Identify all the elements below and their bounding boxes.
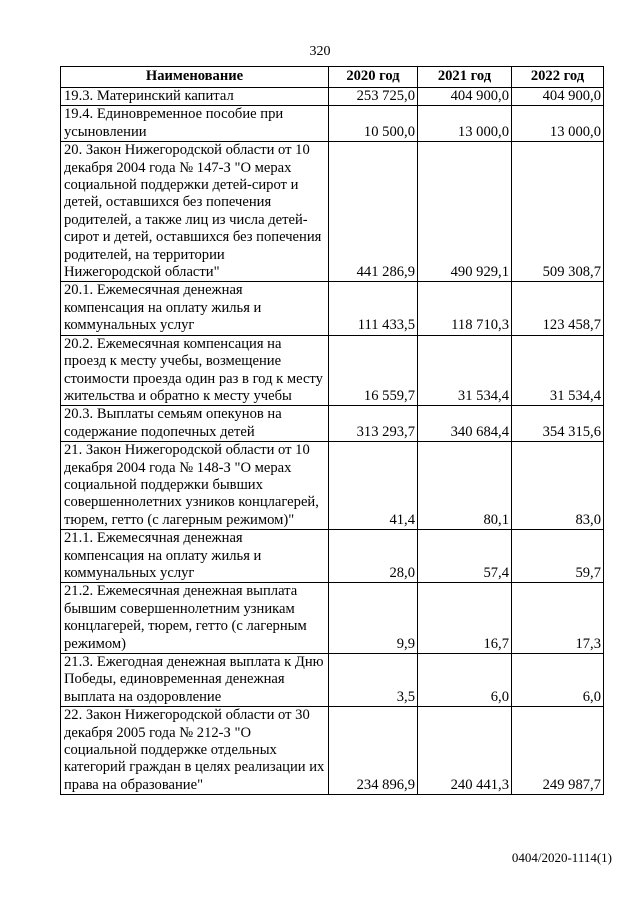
row-value-2020: 10 500,0 bbox=[329, 106, 418, 142]
row-value-2022: 13 000,0 bbox=[512, 106, 604, 142]
row-name: 21.3. Ежегодная денежная выплата к Дню Победы, единовременная денежная выплата на оздоровление bbox=[61, 654, 329, 707]
table-row bbox=[61, 142, 604, 282]
row-name: 19.3. Материнский капитал bbox=[61, 88, 329, 106]
row-value-2022: 59,7 bbox=[512, 530, 604, 583]
row-name: 21.2. Ежемесячная денежная выплата бывшим совершеннолетним узникам концлагерей, тюрем, гетто (с лагерным режимом) bbox=[61, 583, 329, 654]
table-row bbox=[61, 442, 604, 530]
table-header-row bbox=[61, 67, 604, 88]
row-value-2020: 3,5 bbox=[329, 654, 418, 707]
row-name: 21. Закон Нижегородской области от 10 декабря 2004 года № 148-З "О мерах социальной поддержки бывших совершеннолетних узников концлагерей, тюрем, гетто (с лагерным режимом)" bbox=[61, 442, 329, 530]
table-row bbox=[61, 654, 604, 707]
row-value-2021: 80,1 bbox=[418, 442, 512, 530]
row-value-2021: 6,0 bbox=[418, 654, 512, 707]
table-row bbox=[61, 583, 604, 654]
row-value-2022: 17,3 bbox=[512, 583, 604, 654]
row-value-2021: 57,4 bbox=[418, 530, 512, 583]
row-value-2020: 313 293,7 bbox=[329, 406, 418, 442]
row-value-2021: 118 710,3 bbox=[418, 282, 512, 335]
header-name: Наименование bbox=[61, 67, 329, 88]
row-value-2022: 249 987,7 bbox=[512, 707, 604, 795]
header-2020: 2020 год bbox=[329, 67, 418, 88]
table-row bbox=[61, 106, 604, 142]
row-name: 19.4. Единовременное пособие при усыновлении bbox=[61, 106, 329, 142]
row-value-2020: 41,4 bbox=[329, 442, 418, 530]
table-row bbox=[61, 335, 604, 406]
row-value-2021: 340 684,4 bbox=[418, 406, 512, 442]
row-value-2022: 404 900,0 bbox=[512, 88, 604, 106]
row-name: 20.1. Ежемесячная денежная компенсация на оплату жилья и коммунальных услуг bbox=[61, 282, 329, 335]
table-row bbox=[61, 707, 604, 795]
row-value-2020: 28,0 bbox=[329, 530, 418, 583]
row-value-2021: 240 441,3 bbox=[418, 707, 512, 795]
row-name: 21.1. Ежемесячная денежная компенсация на оплату жилья и коммунальных услуг bbox=[61, 530, 329, 583]
budget-table bbox=[60, 66, 604, 795]
row-value-2020: 111 433,5 bbox=[329, 282, 418, 335]
row-value-2021: 490 929,1 bbox=[418, 142, 512, 282]
row-value-2020: 253 725,0 bbox=[329, 88, 418, 106]
table-row bbox=[61, 406, 604, 442]
row-name: 20.3. Выплаты семьям опекунов на содержание подопечных детей bbox=[61, 406, 329, 442]
row-name: 20. Закон Нижегородской области от 10 декабря 2004 года № 147-З "О мерах социальной поддержки детей-сирот и детей, оставшихся без попечения родителей, а также лиц из числа детей-сирот и детей, оставшихся без попечения родителей, на территории Нижегородской области" bbox=[61, 142, 329, 282]
row-value-2021: 404 900,0 bbox=[418, 88, 512, 106]
row-value-2020: 16 559,7 bbox=[329, 335, 418, 406]
row-value-2022: 6,0 bbox=[512, 654, 604, 707]
document-code: 0404/2020-1114(1) bbox=[511, 850, 612, 865]
row-value-2022: 354 315,6 bbox=[512, 406, 604, 442]
row-name: 20.2. Ежемесячная компенсация на проезд к месту учебы, возмещение стоимости проезда один раз в год к месту жительства и обратно к месту учебы bbox=[61, 335, 329, 406]
row-value-2022: 509 308,7 bbox=[512, 142, 604, 282]
table-row bbox=[61, 530, 604, 583]
row-value-2020: 441 286,9 bbox=[329, 142, 418, 282]
table-row bbox=[61, 282, 604, 335]
row-value-2022: 123 458,7 bbox=[512, 282, 604, 335]
row-value-2020: 234 896,9 bbox=[329, 707, 418, 795]
page-number: 320 bbox=[309, 44, 331, 59]
row-value-2020: 9,9 bbox=[329, 583, 418, 654]
table-row bbox=[61, 88, 604, 106]
row-value-2021: 13 000,0 bbox=[418, 106, 512, 142]
row-value-2021: 31 534,4 bbox=[418, 335, 512, 406]
header-2022: 2022 год bbox=[512, 67, 604, 88]
row-value-2022: 31 534,4 bbox=[512, 335, 604, 406]
row-value-2021: 16,7 bbox=[418, 583, 512, 654]
row-value-2022: 83,0 bbox=[512, 442, 604, 530]
header-2021: 2021 год bbox=[418, 67, 512, 88]
row-name: 22. Закон Нижегородской области от 30 декабря 2005 года № 212-З "О социальной поддержке отдельных категорий граждан в целях реализации их права на образование" bbox=[61, 707, 329, 795]
